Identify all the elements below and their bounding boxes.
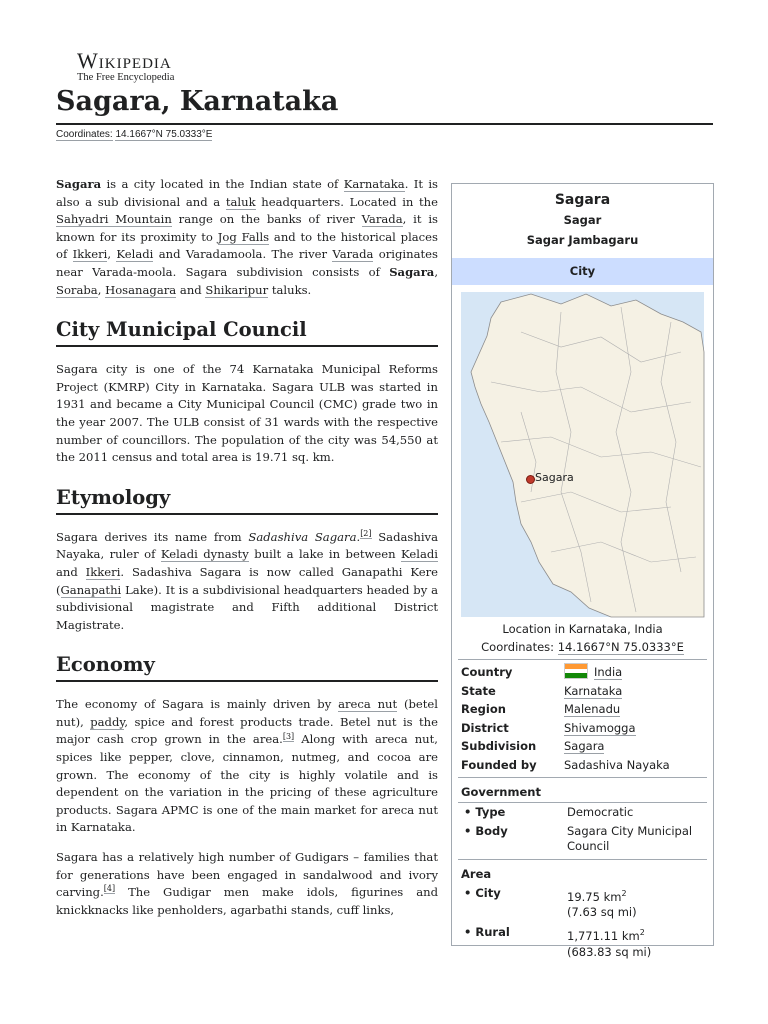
infobox-coordinates-link[interactable]: 14.1667°N 75.0333°E — [557, 640, 684, 654]
row-district — [452, 719, 713, 738]
coordinates-label[interactable]: Coordinates: — [56, 129, 113, 140]
value-area-rural: 1,771.11 $km^2$ (683.83 sq mi) — [567, 928, 652, 960]
row-area-city — [452, 884, 713, 921]
infobox-alt-name-1: Sagar — [563, 213, 602, 227]
label-founded-by: Founded by — [461, 757, 537, 772]
link-ikkeri[interactable]: Ikkeri — [72, 247, 108, 262]
heading-economy: Economy — [56, 652, 438, 682]
etymology-paragraph: Sagara derives its name from Sadashiva Sagara.[2] Sadashiva Nayaka, ruler of Keladi dynasty built a lake in between Keladi and Ikkeri. Sadashiva Sagara is now called Ganapathi Kere (Ganapathi Lake). It is a subdivisional headquarters headed by a subdivisional magistrate and Fifth additional District Magistrate. — [56, 528, 439, 632]
label-government-type: • Type — [464, 805, 506, 819]
label-district: District — [461, 720, 509, 735]
map-caption: Location in Karnataka, India — [502, 622, 663, 636]
council-paragraph: Sagara city is one of the 74 Karnataka Municipal Reforms Project (KMRP) City in Karnataka. Sagara ULB was started in 1931 and became a City Municipal Council (CMC) grade two in the year 2007. The ULB consist of 31 wards with the respective number of councillors. The population of the city was 54,550 at the 2011 census and total area is 19.71 sq. km. — [56, 362, 438, 465]
link-keladi[interactable]: Keladi — [116, 247, 154, 262]
reference-2[interactable]: [2] — [360, 528, 372, 538]
value-founded-by: Sadashiva Nayaka — [564, 757, 670, 772]
label-region: Region — [461, 702, 506, 716]
link-sahyadri[interactable]: Sahyadri Mountain — [56, 212, 172, 227]
heading-etymology: Etymology — [56, 485, 438, 515]
link-shikaripur[interactable]: Shikaripur — [205, 282, 269, 297]
section-government: Government — [461, 785, 541, 799]
infobox-name: Sagara — [554, 192, 611, 208]
link-taluk[interactable]: taluk — [225, 194, 256, 209]
infobox-type-band: City — [452, 258, 713, 285]
value-area-city: 19.75 $km^2$ (7.63 sq mi) — [567, 888, 637, 920]
link-ganapathi[interactable]: Ganapathi — [60, 582, 122, 597]
value-government-body: Sagara City Municipal Council — [567, 823, 693, 853]
link-hosanagara[interactable]: Hosanagara — [105, 282, 177, 297]
article-body — [56, 176, 438, 931]
infobox-coordinates — [452, 638, 713, 656]
label-government-body: • Body — [464, 823, 508, 838]
page-title: Sagara, Karnataka — [56, 86, 339, 117]
title-coordinates — [56, 128, 212, 142]
map-marker-label: Sagara — [535, 471, 574, 484]
logo-tagline: The Free Encyclopedia — [77, 72, 175, 83]
link-varada[interactable]: Varada — [361, 212, 403, 227]
title-divider — [56, 123, 713, 125]
row-region — [452, 700, 713, 719]
link-region[interactable]: Malenadu — [564, 702, 621, 716]
label-country: Country — [461, 665, 513, 679]
value-government-type: Democratic — [567, 805, 634, 819]
link-varada-2[interactable]: Varada — [332, 247, 374, 262]
row-government-type — [452, 803, 713, 822]
row-country — [452, 663, 713, 682]
link-soraba[interactable]: Soraba — [56, 282, 98, 297]
economy-paragraph-1: The economy of Sagara is mainly driven by areca nut (betel nut), paddy, spice and forest products trade. Betel nut is the major cash crop grown in the area.[3] Along with areca nut, spices like pepper, clove, cinnamon, nutmeg, and cocoa are grown. The economy of the city is highly volatile and is dependent on the variation in the pricing of these agriculture products. Sagara APMC is one of the main market for areca nut in Karnataka. — [56, 697, 438, 835]
map-marker-dot[interactable] — [526, 475, 535, 484]
link-paddy[interactable]: paddy — [90, 714, 125, 729]
row-area-rural — [452, 923, 713, 960]
link-ikkeri-2[interactable]: Ikkeri — [85, 564, 121, 579]
economy-paragraph-2: Sagara has a relatively high number of Gudigars – families that for generations have been engaged in sandalwood and ivory carving.[4] The Gudigar men make idols, figurines and knickknacks like penholders, agarbathi stands, cuff links, — [56, 850, 438, 917]
location-map[interactable] — [461, 292, 704, 617]
label-state: State — [461, 683, 496, 698]
logo-wordmark: Wikipedia — [77, 48, 172, 73]
infobox-coordinates-label: Coordinates: — [481, 640, 555, 654]
infobox-alt-name-2: Sagar Jambagaru — [526, 233, 639, 247]
row-government-body — [452, 822, 713, 854]
label-subdivision[interactable]: Subdivision — [461, 739, 537, 753]
infobox-divider — [458, 659, 707, 660]
link-state[interactable]: Karnataka — [564, 683, 623, 698]
link-areca-nut[interactable]: areca nut — [338, 697, 398, 712]
row-state — [452, 682, 713, 701]
coordinates-link[interactable]: 14.1667°N 75.0333°E — [115, 129, 213, 140]
link-india[interactable]: India — [594, 665, 623, 679]
infobox-header — [452, 184, 713, 250]
intro-paragraph: Sagara is a city located in the Indian state of Karnataka. It is also a sub divisional and a taluk headquarters. Located in the Sahyadri Mountain range on the banks of river Varada, it is known for its proximity to Jog Falls and to the historical places of Ikkeri, Keladi and Varadamoola. The river Varada originates near Varada-moola. Sagara subdivision consists of Sagara, Soraba, Hosanagara and Shikaripur taluks. — [56, 177, 439, 297]
infobox — [451, 183, 714, 960]
link-subdivision[interactable]: Sagara — [564, 739, 605, 753]
link-keladi-dynasty[interactable]: Keladi dynasty — [160, 547, 249, 562]
section-area: Area — [461, 866, 492, 881]
label-area-city: • City — [464, 885, 501, 900]
wikipedia-logo[interactable] — [77, 50, 174, 84]
india-flag-icon — [564, 663, 588, 679]
link-karnataka[interactable]: Karnataka — [343, 177, 405, 191]
infobox-divider-2 — [458, 777, 707, 778]
karnataka-map-image — [461, 292, 704, 617]
infobox-divider-4 — [458, 859, 707, 860]
link-district[interactable]: Shivamogga — [564, 720, 636, 735]
reference-3[interactable]: [3] — [282, 731, 295, 741]
link-jog-falls[interactable]: Jog Falls — [217, 229, 270, 244]
reference-4[interactable]: [4] — [103, 884, 116, 894]
row-subdivision — [452, 737, 713, 756]
link-keladi-2[interactable]: Keladi — [401, 547, 439, 562]
bold-term-2: Sagara — [389, 264, 435, 279]
bold-term: Sagara — [56, 177, 102, 191]
heading-city-municipal-council: City Municipal Council — [56, 317, 438, 347]
row-founded-by — [452, 756, 713, 775]
label-area-rural: • Rural — [464, 925, 510, 940]
